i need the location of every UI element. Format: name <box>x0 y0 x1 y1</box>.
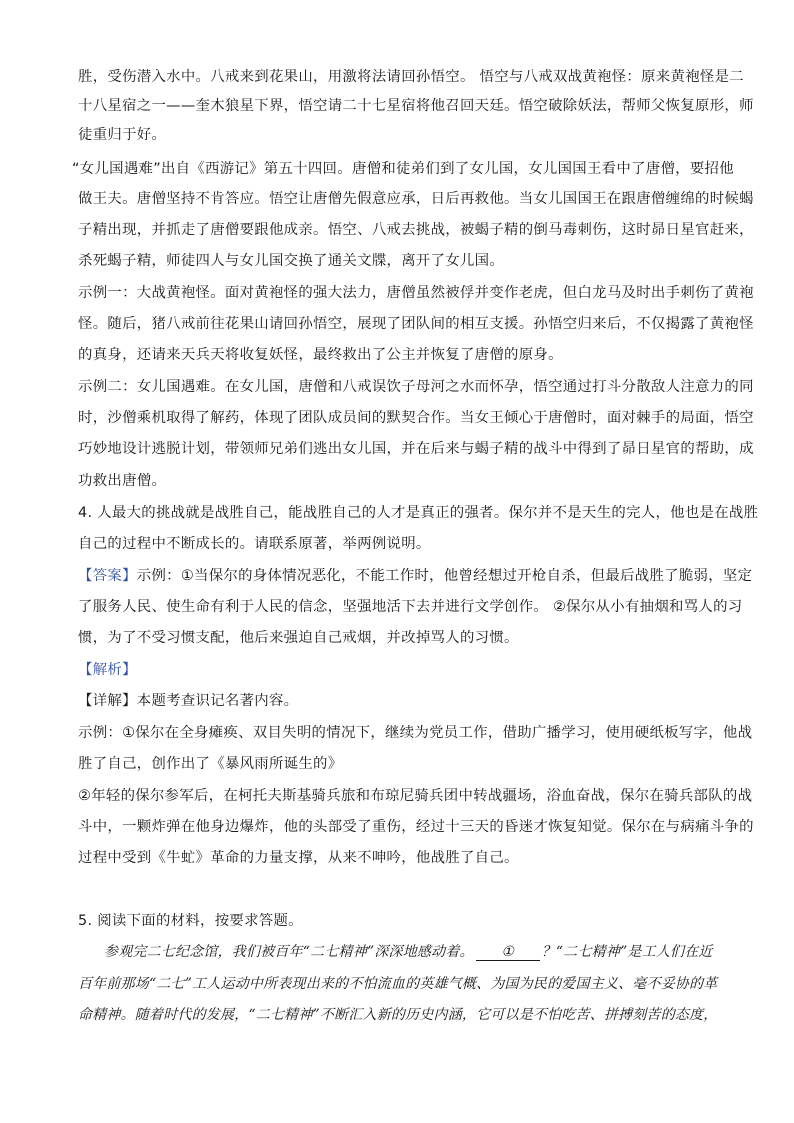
text-line: 示例二：女儿国遇难。在女儿国，唐僧和八戒误饮子母河之水而怀孕，悟空通过打斗分散敌人注意力的同 <box>78 379 754 395</box>
text-line: 胜了自己，创作出了《暴风雨所诞生的》 <box>78 756 343 772</box>
answer-label: 【答案】 <box>78 568 137 584</box>
text-line: “女儿国遇难”出自《西游记》第五十四回。唐僧和徒弟们到了女儿国，女儿国国王看中了唐僧，要招他 <box>72 161 734 177</box>
text-line: 功救出唐僧。 <box>78 473 167 489</box>
text-line: 示例：①保尔在全身瘫痪、双目失明的情况下，继续为党员工作，借助广播学习，使用硬纸板写字，他战 <box>78 725 753 741</box>
text-line: 十八星宿之一——奎木狼星下界，悟空请二十七星宿将他召回天廷。悟空破除妖法，帮师父恢复原形，师 <box>78 98 754 114</box>
question-4-text: 4. 人最大的挑战就是战胜自己，能战胜自己的人才是真正的强者。保尔并不是天生的完人，他也是在战胜 <box>78 505 759 521</box>
material-line <box>104 942 713 962</box>
fill-blank-1: ① <box>476 944 540 961</box>
question-4-text: 自己的过程中不断成长的。请联系原著，举两例说明。 <box>78 536 431 552</box>
text-line: 徒重归于好。 <box>78 127 167 143</box>
text-line: 示例一：大战黄袍怪。面对黄袍怪的强大法力，唐僧虽然被俘并变作老虎，但白龙马及时出手刺伤了黄袍 <box>78 285 754 301</box>
text-line: 了服务人民、使生命有利于人民的信念，坚强地活下去并进行文学创作。 ②保尔从小有抽烟和骂人的习 <box>78 599 743 615</box>
material-text: 参观完二七纪念馆，我们被百年“二七精神”深深地感动着。 <box>104 944 474 960</box>
answer-line <box>78 566 752 586</box>
analysis-label: 【解析】 <box>78 662 137 678</box>
text-line: 胜，受伤潜入水中。八戒来到花果山，用激将法请回孙悟空。 悟空与八戒双战黄袍怪：原来黄袍怪是二 <box>78 69 744 85</box>
text-line: 的真身，还请来天兵天将收复妖怪，最终救出了公主并恢复了唐僧的原身。 <box>78 347 563 363</box>
text-line: 惯，为了不受习惯支配，他后来强迫自己戒烟，并改掉骂人的习惯。 <box>78 630 519 646</box>
material-line: 百年前那场“二七”工人运动中所表现出来的不怕流血的英雄气概、为国为民的爱国主义、毫不妥协的革 <box>78 976 718 992</box>
question-5-title: 5. 阅读下面的材料，按要求答题。 <box>78 913 303 929</box>
text-line: 怪。随后，猪八戒前往花果山请回孙悟空，展现了团队间的相互支援。孙悟空归来后，不仅揭露了黄袍怪 <box>78 316 754 332</box>
text-line: 巧妙地设计逃脱计划，带领师兄弟们逃出女儿国，并在后来与蝎子精的战斗中得到了昴日星官的帮助，成 <box>78 441 754 457</box>
detail-line: 【详解】本题考查识记名著内容。 <box>78 693 299 709</box>
text-line: 过程中受到《牛虻》革命的力量支撑，从来不呻吟，他战胜了自己。 <box>78 850 519 866</box>
text-line: 子精出现，并抓走了唐僧要跟他成亲。悟空、八戒去挑战，被蝎子精的倒马毒刺伤，这时昴日星官赶来， <box>78 222 754 238</box>
text-line: 做王夫。唐僧坚持不肯答应。悟空让唐僧先假意应承，日后再救他。当女儿国国王在跟唐僧缠绵的时候蝎 <box>78 191 754 207</box>
answer-text: 示例：①当保尔的身体情况恶化，不能工作时，他曾经想过开枪自杀，但最后战胜了脆弱，坚定 <box>136 568 753 584</box>
text-line: 斗中，一颗炸弹在他身边爆炸，他的头部受了重伤，经过十三天的昏迷才恢复知觉。保尔在与病痛斗争的 <box>78 819 754 835</box>
text-line: 时，沙僧乘机取得了解药，体现了团队成员间的默契合作。当女王倾心于唐僧时，面对棘手的局面，悟空 <box>78 410 754 426</box>
text-line: ②年轻的保尔参军后，在柯托夫斯基骑兵旅和布琼尼骑兵团中转战疆场，浴血奋战，保尔在骑兵部队的战 <box>78 788 753 804</box>
text-line: 杀死蝎子精，师徒四人与女儿国交换了通关文牒，离开了女儿国。 <box>78 253 505 269</box>
material-text: ？“二七精神”是工人们在近 <box>541 944 713 960</box>
material-line: 命精神。随着时代的发展，“二七精神”不断汇入新的历史内涵，它可以是不怕吃苦、拼搏刻苦的态度， <box>78 1007 718 1023</box>
